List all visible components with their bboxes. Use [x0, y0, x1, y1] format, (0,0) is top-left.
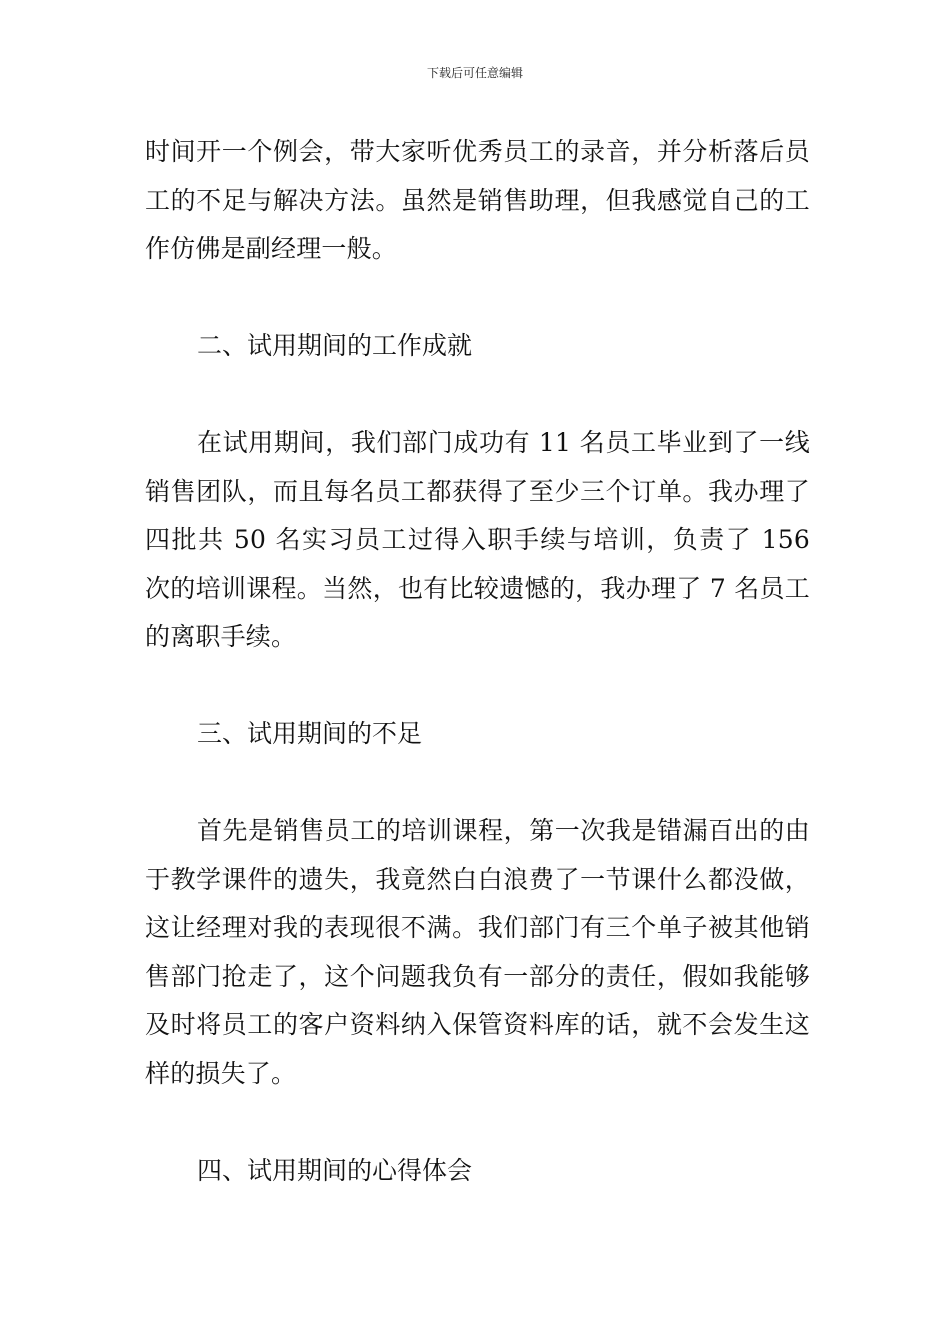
document-body — [145, 128, 810, 1195]
paragraph-gap — [145, 759, 810, 808]
section-heading-achievements: 二、试用期间的工作成就 — [197, 331, 473, 360]
paragraph-gap — [145, 274, 810, 323]
section-heading-shortcomings: 三、试用期间的不足 — [197, 719, 423, 748]
paragraph-gap — [145, 371, 810, 420]
paragraph-continued: 时间开一个例会，带大家听优秀员工的录音，并分析落后员工的不足与解决方法。虽然是销售助理，但我感觉自己的工作仿佛是副经理一般。 — [145, 137, 810, 263]
paragraph-achievements: 在试用期间，我们部门成功有 11 名员工毕业到了一线销售团队，而且每名员工都获得了至少三个订单。我办理了四批共 50 名实习员工过得入职手续与培训，负责了 156 次的培训课程。当然，也有比较遗憾的，我办理了 7 名员工的离职手续。 — [145, 428, 810, 651]
paragraph-gap — [145, 662, 810, 711]
page-header: 下载后可任意编辑 — [426, 66, 523, 80]
section-heading-insights: 四、试用期间的心得体会 — [197, 1155, 473, 1185]
paragraph-shortcomings: 首先是销售员工的培训课程，第一次我是错漏百出的由于教学课件的遗失，我竟然白白浪费了一节课什么都没做，这让经理对我的表现很不满。我们部门有三个单子被其他销售部门抢走了，这个问题我负有一部分的责任，假如我能够及时将员工的客户资料纳入保管资料库的话，就不会发生这样的损失了。 — [145, 816, 810, 1088]
paragraph-gap — [145, 1098, 810, 1147]
